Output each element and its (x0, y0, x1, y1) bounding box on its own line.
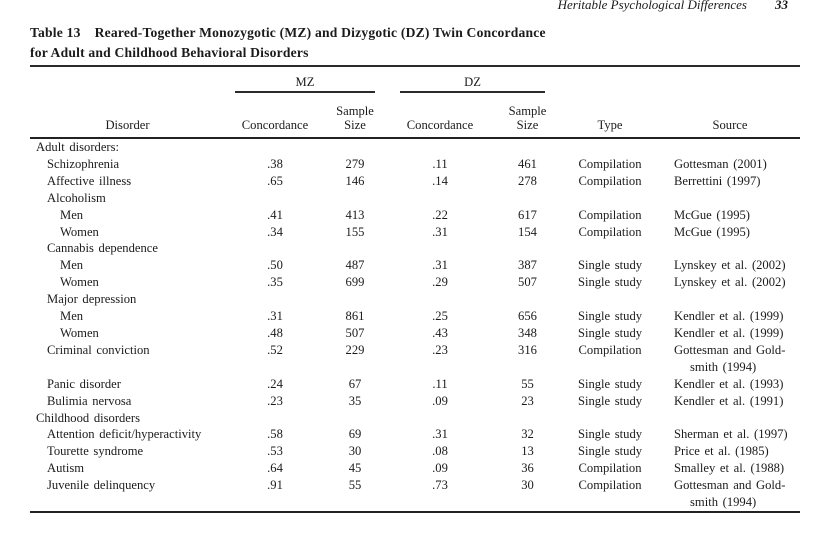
type-cell (560, 410, 660, 427)
source-cell: Lynskey et al. (2002) (674, 275, 786, 290)
dz-concordance-cell: .23 (432, 342, 448, 357)
source-cell: Berrettini (1997) (674, 173, 761, 188)
disorder-cell: Women (60, 325, 99, 340)
col-header-source: Source (712, 118, 748, 132)
dz-sample-size-cell: 316 (518, 342, 537, 357)
dz-sample-size-cell: 36 (521, 461, 534, 476)
mz-concordance-cell: .38 (267, 156, 283, 171)
dz-concordance-cell: .14 (432, 173, 448, 188)
table-row (30, 342, 800, 376)
dz-sample-size-cell: 461 (518, 156, 537, 171)
disorder-cell: Men (60, 207, 84, 222)
mz-sample-size-cell (325, 410, 385, 427)
mz-sample-size-cell: 30 (348, 444, 362, 459)
table-row (30, 257, 800, 274)
dz-sample-size-cell: 387 (518, 258, 537, 273)
source-cell (660, 240, 800, 257)
mz-sample-size-cell (325, 291, 385, 308)
col-header-mz-sample-size: Sample Size (336, 103, 374, 132)
disorder-cell: Schizophrenia (47, 156, 120, 171)
table-row (30, 291, 800, 308)
dz-concordance-cell: .11 (432, 376, 448, 391)
mz-concordance-cell (225, 410, 325, 427)
dz-sample-size-cell: 13 (521, 444, 534, 459)
mz-sample-size-cell (325, 190, 385, 207)
mz-concordance-cell: .64 (267, 461, 283, 476)
concordance-table (30, 72, 800, 513)
disorder-cell: Men (60, 309, 84, 324)
mz-concordance-cell: .91 (267, 478, 283, 493)
mz-concordance-cell (225, 190, 325, 207)
spanner-header-row (30, 72, 800, 93)
running-header-title: Heritable Psychological Differences (557, 0, 747, 12)
dz-sample-size-cell: 656 (518, 309, 537, 324)
type-cell: Single study (577, 309, 643, 324)
table-row (30, 190, 800, 207)
dz-sample-size-cell (495, 139, 560, 156)
dz-concordance-cell: .31 (432, 258, 448, 273)
mz-sample-size-cell: 45 (348, 461, 362, 476)
type-cell: Compilation (578, 156, 642, 171)
mz-concordance-cell: .65 (267, 173, 283, 188)
col-header-dz-concordance: Concordance (406, 118, 474, 132)
mz-concordance-cell: .24 (267, 376, 283, 391)
dz-concordance-cell: .43 (432, 325, 448, 340)
table-title-line1 (30, 23, 790, 43)
disorder-cell: Cannabis dependence (47, 241, 158, 256)
dz-concordance-cell: .25 (432, 309, 448, 324)
mz-sample-size-cell: 55 (348, 478, 362, 493)
source-cell: Price et al. (1985) (674, 444, 769, 459)
dz-sample-size-cell (495, 291, 560, 308)
dz-sample-size-cell: 507 (518, 275, 537, 290)
mz-concordance-cell: .50 (267, 258, 283, 273)
col-header-type: Type (597, 118, 623, 132)
table-row (30, 156, 800, 173)
col-header-dz-sample-size: Sample Size (508, 103, 547, 132)
running-header (558, 0, 788, 12)
table-row (30, 410, 800, 427)
col-header-mz-concordance: Concordance (241, 118, 309, 132)
table-row (30, 325, 800, 342)
source-cell (660, 291, 800, 308)
dz-concordance-cell: .31 (432, 224, 448, 239)
mz-sample-size-cell: 413 (345, 207, 365, 222)
type-cell: Single study (577, 427, 643, 442)
mz-sample-size-cell: 861 (345, 309, 365, 324)
disorder-cell: Major depression (47, 292, 137, 307)
table-row (30, 376, 800, 393)
dz-concordance-cell (385, 139, 495, 156)
disorder-cell: Juvenile delinquency (47, 478, 156, 493)
source-cell: Smalley et al. (1988) (674, 461, 785, 476)
dz-sample-size-cell (495, 240, 560, 257)
disorder-cell: Men (60, 258, 84, 273)
spanner-spacer-disorder (30, 75, 225, 93)
mz-sample-size-cell: 507 (345, 325, 365, 340)
dz-concordance-cell: .11 (432, 156, 448, 171)
source-cell: Kendler et al. (1991) (674, 393, 784, 408)
type-cell (560, 190, 660, 207)
mz-sample-size-cell (325, 139, 385, 156)
mz-sample-size-cell: 69 (348, 427, 362, 442)
dz-sample-size-cell: 617 (518, 207, 537, 222)
mz-sample-size-cell: 699 (345, 275, 365, 290)
type-cell: Compilation (578, 224, 642, 239)
type-cell (560, 291, 660, 308)
dz-concordance-cell: .73 (432, 478, 448, 493)
table-row (30, 274, 800, 291)
column-header-row (30, 93, 800, 137)
type-cell: Compilation (578, 207, 642, 222)
source-cell: Gottesman and Gold- smith (1994) (674, 342, 786, 374)
source-cell: Gottesman and Gold- smith (1994) (674, 478, 786, 510)
source-cell: Kendler et al. (1999) (674, 325, 784, 340)
source-cell: McGue (1995) (674, 207, 750, 222)
mz-concordance-cell: .35 (267, 275, 283, 290)
table-row (30, 173, 800, 190)
dz-sample-size-cell: 55 (521, 376, 534, 391)
source-cell (660, 190, 800, 207)
type-cell (560, 139, 660, 156)
type-cell: Compilation (578, 173, 642, 188)
mz-sample-size-cell: 487 (345, 258, 365, 273)
disorder-cell: Women (60, 224, 99, 239)
disorder-cell: Childhood disorders (36, 410, 140, 425)
mz-concordance-cell (225, 291, 325, 308)
disorder-cell: Bulimia nervosa (47, 393, 132, 408)
table-row (30, 460, 800, 477)
table-row (30, 308, 800, 325)
type-cell: Single study (577, 275, 643, 290)
dz-sample-size-cell: 23 (521, 393, 534, 408)
mz-sample-size-cell: 35 (348, 393, 362, 408)
dz-spanner-rule (400, 91, 545, 93)
source-cell (660, 410, 800, 427)
spanner-spacer-type (560, 75, 660, 93)
table-title-line2: for Adult and Childhood Behavioral Disorders (30, 45, 309, 60)
dz-sample-size-cell (495, 410, 560, 427)
mz-sample-size-cell: 229 (345, 342, 365, 357)
table-row (30, 426, 800, 443)
type-cell: Single study (577, 393, 643, 408)
source-cell: McGue (1995) (674, 224, 750, 239)
table-row (30, 207, 800, 224)
table-title-text: Reared-Together Monozygotic (MZ) and Dizygotic (DZ) Twin Concordance (94, 25, 546, 40)
mz-concordance-cell (225, 240, 325, 257)
dz-concordance-cell: .08 (432, 444, 448, 459)
dz-concordance-cell: .29 (432, 275, 448, 290)
mz-spanner-rule (235, 91, 374, 93)
mz-spanner-label: MZ (295, 75, 315, 89)
spanner-spacer-source (660, 75, 800, 93)
mz-sample-size-cell: 146 (345, 173, 365, 188)
dz-concordance-cell: .22 (432, 207, 448, 222)
table-row (30, 477, 800, 511)
dz-concordance-cell (385, 291, 495, 308)
mz-sample-size-cell: 67 (348, 376, 362, 391)
dz-concordance-cell: .09 (432, 393, 448, 408)
type-cell: Compilation (578, 461, 642, 476)
disorder-cell: Tourette syndrome (47, 444, 144, 459)
mz-concordance-cell: .53 (267, 444, 283, 459)
table-number-label: Table 13 (30, 25, 81, 40)
dz-sample-size-cell: 32 (521, 427, 534, 442)
source-cell: Lynskey et al. (2002) (674, 258, 786, 273)
type-cell: Compilation (578, 342, 642, 357)
dz-sample-size-cell: 30 (521, 478, 534, 493)
table-bottom-rule (30, 511, 800, 514)
dz-sample-size-cell: 348 (518, 325, 537, 340)
table-title (30, 23, 790, 63)
dz-concordance-cell (385, 190, 495, 207)
dz-spanner-label: DZ (464, 75, 481, 89)
mz-concordance-cell: .34 (267, 224, 283, 239)
source-cell: Gottesman (2001) (674, 156, 767, 171)
dz-sample-size-cell (495, 190, 560, 207)
source-cell: Kendler et al. (1999) (674, 309, 784, 324)
type-cell: Single study (577, 325, 643, 340)
disorder-cell: Women (60, 275, 99, 290)
type-cell: Compilation (578, 478, 642, 493)
page-number: 33 (775, 0, 788, 12)
mz-concordance-cell (225, 139, 325, 156)
mz-concordance-cell: .52 (267, 342, 283, 357)
source-cell (660, 139, 800, 156)
disorder-cell: Panic disorder (47, 376, 121, 391)
disorder-cell: Attention deficit/hyperactivity (47, 427, 202, 442)
table-row (30, 393, 800, 410)
disorder-cell: Alcoholism (47, 190, 106, 205)
mz-concordance-cell: .58 (267, 427, 283, 442)
source-cell: Sherman et al. (1997) (674, 427, 788, 442)
dz-concordance-cell: .31 (432, 427, 448, 442)
mz-sample-size-cell: 279 (345, 156, 365, 171)
dz-sample-size-cell: 278 (518, 173, 537, 188)
mz-concordance-cell: .41 (267, 207, 283, 222)
col-header-disorder: Disorder (105, 118, 150, 132)
table-body (30, 139, 800, 511)
mz-concordance-cell: .48 (267, 325, 283, 340)
dz-sample-size-cell: 154 (518, 224, 537, 239)
source-cell: Kendler et al. (1993) (674, 376, 784, 391)
table-row (30, 240, 800, 257)
mz-sample-size-cell: 155 (345, 224, 365, 239)
dz-concordance-cell (385, 240, 495, 257)
dz-spanner (385, 75, 560, 93)
type-cell: Single study (577, 444, 643, 459)
disorder-cell: Adult disorders: (36, 140, 120, 154)
table-row (30, 224, 800, 241)
disorder-cell: Autism (47, 461, 85, 476)
mz-concordance-cell: .31 (267, 309, 283, 324)
disorder-cell: Affective illness (47, 173, 132, 188)
dz-concordance-cell (385, 410, 495, 427)
dz-concordance-cell: .09 (432, 461, 448, 476)
table-row (30, 443, 800, 460)
disorder-cell: Criminal conviction (47, 342, 150, 357)
type-cell: Single study (577, 258, 643, 273)
title-divider-rule (30, 65, 800, 67)
mz-concordance-cell: .23 (267, 393, 283, 408)
type-cell (560, 240, 660, 257)
mz-spanner (225, 75, 385, 93)
type-cell: Single study (577, 376, 643, 391)
mz-sample-size-cell (325, 240, 385, 257)
table-row (30, 139, 800, 156)
